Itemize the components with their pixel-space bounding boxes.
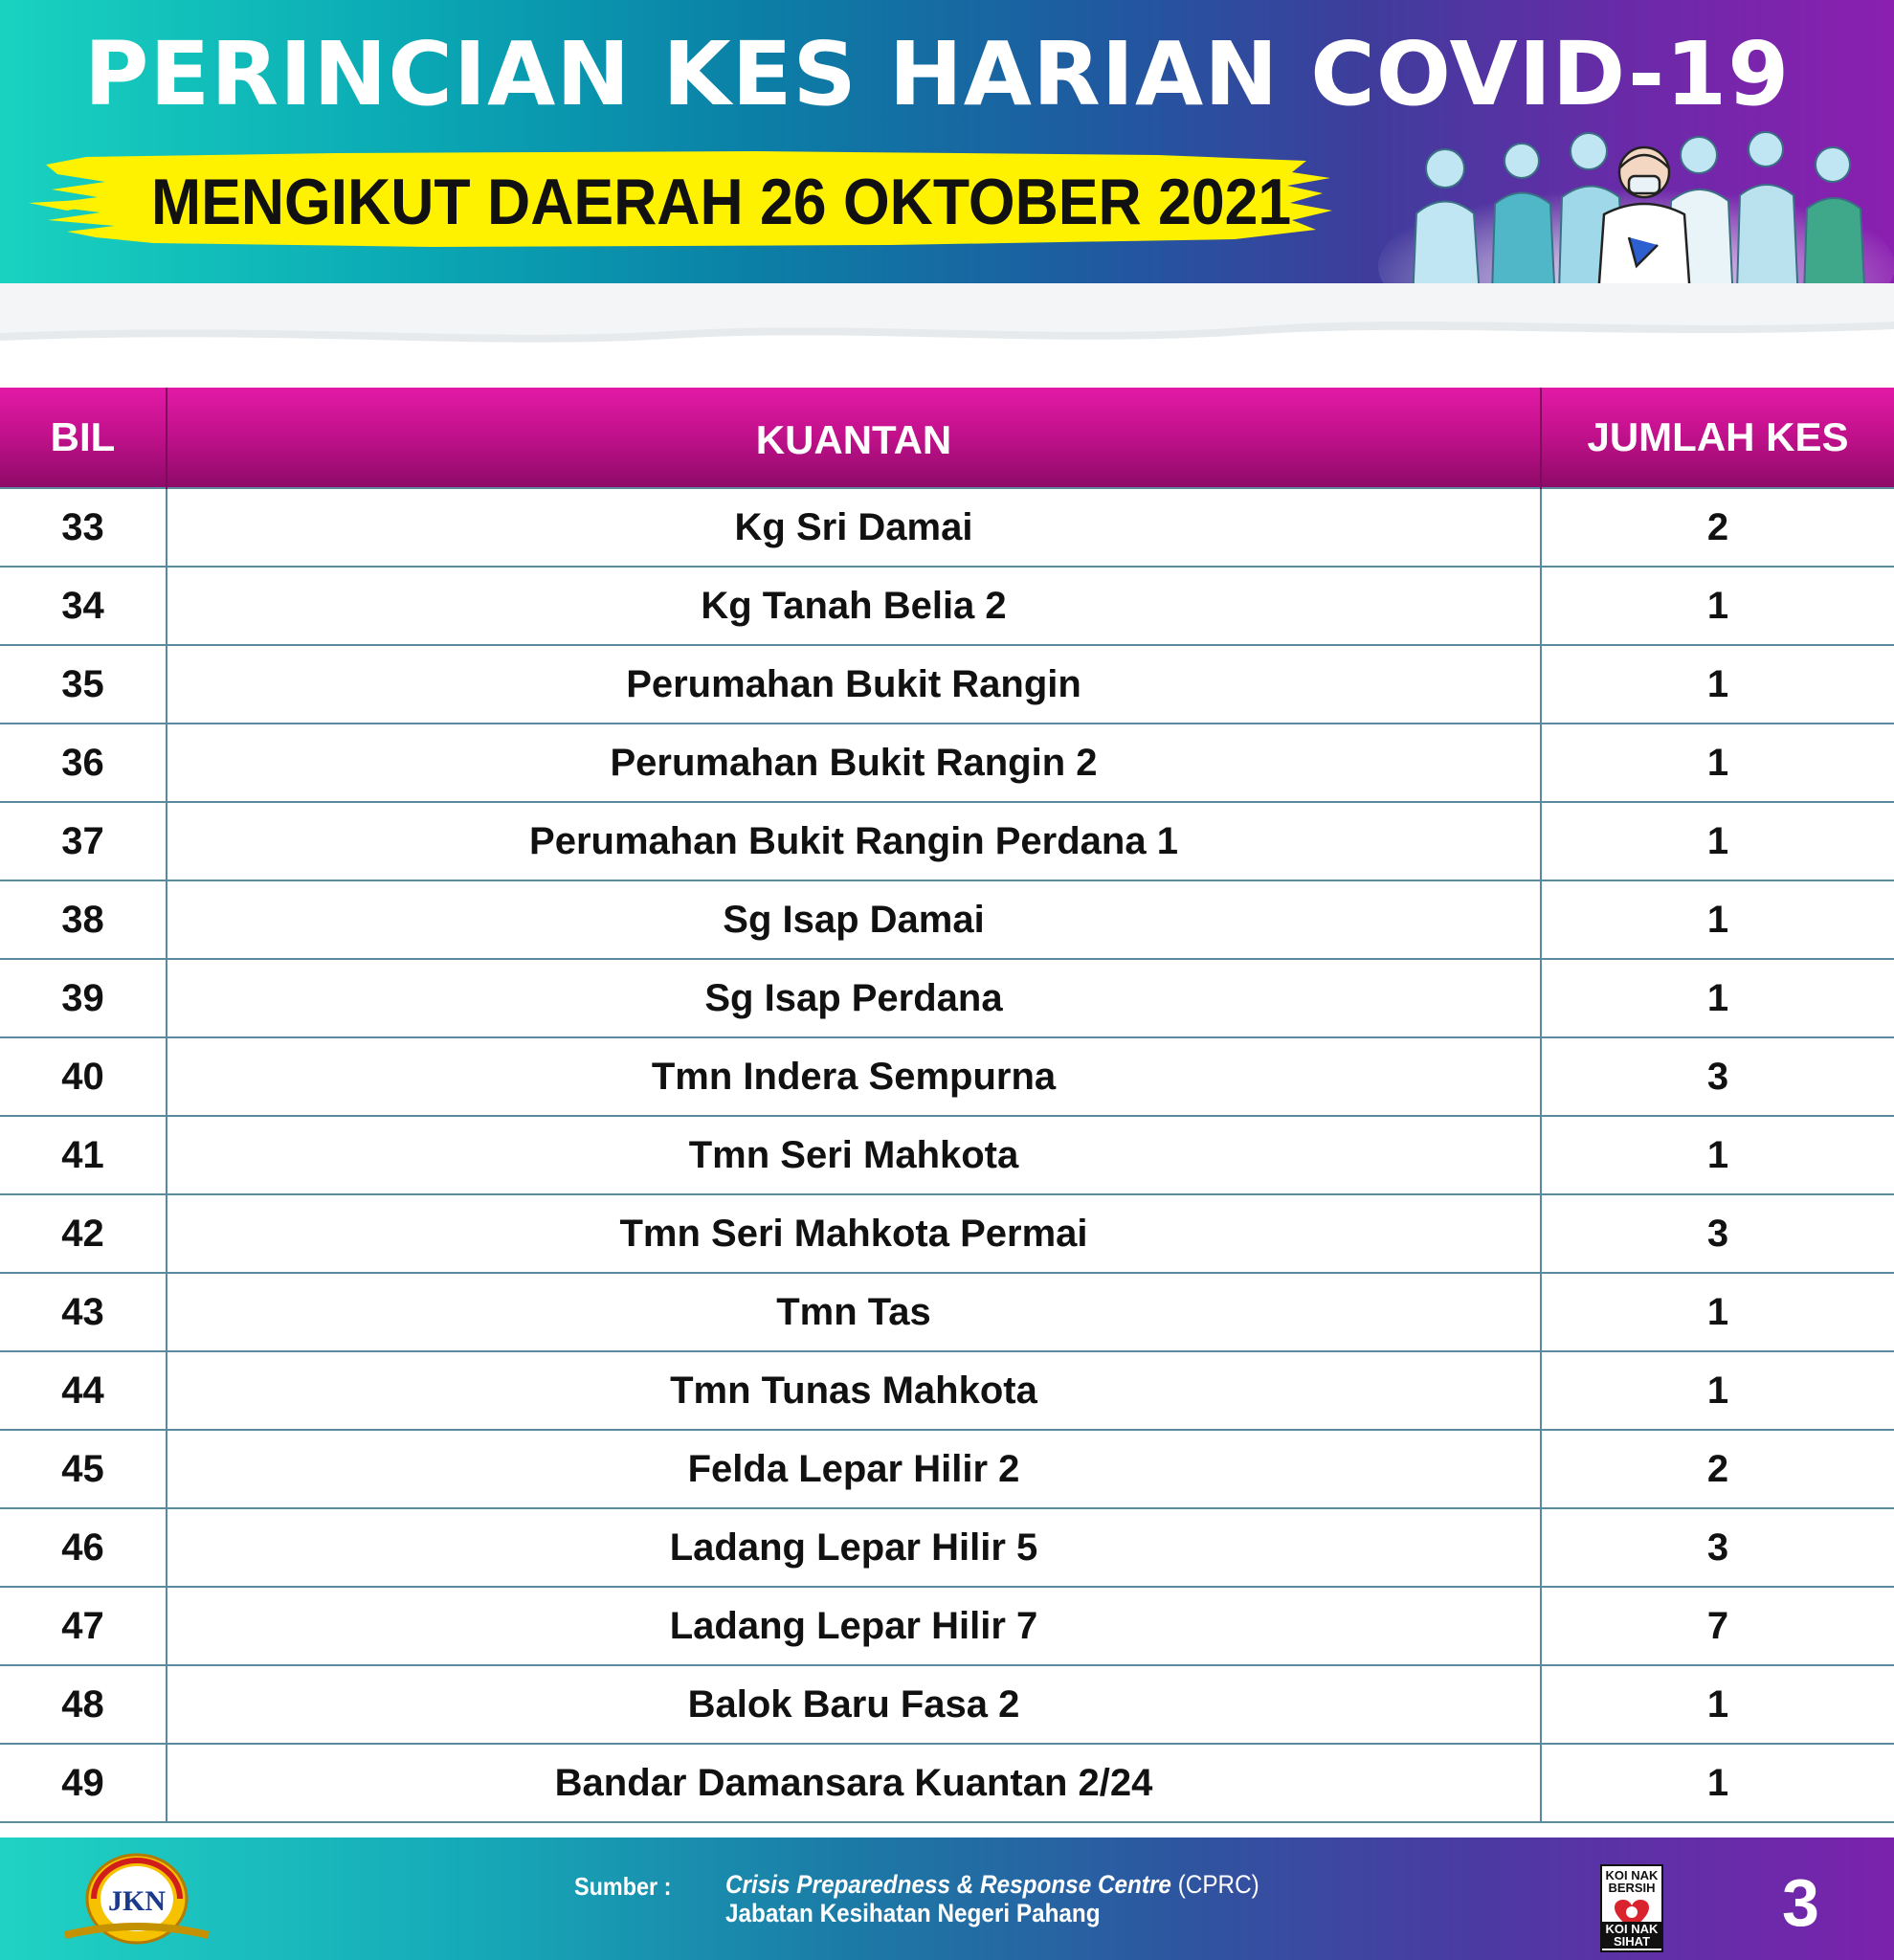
source-department: Jabatan Kesihatan Negeri Pahang xyxy=(725,1899,1101,1927)
case-count-cell: 3 xyxy=(1541,1037,1894,1116)
row-number-cell: 33 xyxy=(0,488,167,567)
source-org-abbr: (CPRC) xyxy=(1177,1870,1259,1899)
logo-text: JKN xyxy=(108,1885,166,1917)
location-name-cell: Kg Sri Damai xyxy=(167,488,1541,567)
header-banner xyxy=(0,0,1894,283)
row-number-cell: 47 xyxy=(0,1587,167,1665)
row-number-cell: 40 xyxy=(0,1037,167,1116)
page-title: PERINCIAN KES HARIAN COVID-19 xyxy=(84,23,1791,125)
row-number-cell: 42 xyxy=(0,1194,167,1273)
case-count-cell: 1 xyxy=(1541,1665,1894,1744)
row-number-cell: 37 xyxy=(0,802,167,880)
case-count-cell: 1 xyxy=(1541,880,1894,959)
location-name-cell: Ladang Lepar Hilir 5 xyxy=(167,1508,1541,1587)
source-organization xyxy=(725,1870,1259,1900)
row-number-cell: 49 xyxy=(0,1744,167,1822)
table-row xyxy=(0,1116,1894,1194)
table-row xyxy=(0,1194,1894,1273)
location-name-cell: Perumahan Bukit Rangin 2 xyxy=(167,724,1541,802)
case-count-cell: 2 xyxy=(1541,488,1894,567)
location-name-cell: Sg Isap Damai xyxy=(167,880,1541,959)
location-name-cell: Kg Tanah Belia 2 xyxy=(167,567,1541,645)
location-name-cell: Tmn Tunas Mahkota xyxy=(167,1351,1541,1430)
table-row xyxy=(0,1744,1894,1822)
case-count-cell: 3 xyxy=(1541,1194,1894,1273)
table-row xyxy=(0,1430,1894,1508)
cases-table xyxy=(0,388,1894,1823)
row-number-cell: 46 xyxy=(0,1508,167,1587)
badge-bottom-text: KOI NAK SIHAT xyxy=(1602,1922,1661,1949)
table-row xyxy=(0,724,1894,802)
table-row xyxy=(0,1587,1894,1665)
case-count-cell: 1 xyxy=(1541,802,1894,880)
location-name-cell: Bandar Damansara Kuantan 2/24 xyxy=(167,1744,1541,1822)
case-count-cell: 1 xyxy=(1541,959,1894,1037)
location-name-cell: Ladang Lepar Hilir 7 xyxy=(167,1587,1541,1665)
row-number-cell: 38 xyxy=(0,880,167,959)
row-number-cell: 44 xyxy=(0,1351,167,1430)
table-row xyxy=(0,1665,1894,1744)
table-row xyxy=(0,488,1894,567)
column-header-count: JUMLAH KES xyxy=(1541,388,1894,488)
row-number-cell: 45 xyxy=(0,1430,167,1508)
koi-nak-sihat-badge xyxy=(1600,1864,1663,1952)
table-row xyxy=(0,959,1894,1037)
badge-top-text: KOI NAK BERSIH xyxy=(1605,1868,1659,1895)
jkn-crest-icon xyxy=(56,1851,218,1947)
footer-bar xyxy=(0,1838,1894,1960)
case-count-cell: 3 xyxy=(1541,1508,1894,1587)
table-row xyxy=(0,645,1894,724)
table-row xyxy=(0,1037,1894,1116)
torn-paper-edge xyxy=(0,283,1894,379)
case-count-cell: 1 xyxy=(1541,567,1894,645)
column-header-district: KUANTAN xyxy=(167,388,1541,488)
table-body xyxy=(0,488,1894,1822)
page-subtitle: MENGIKUT DAERAH 26 OKTOBER 2021 xyxy=(151,166,1292,238)
row-number-cell: 43 xyxy=(0,1273,167,1351)
source-org-name: Crisis Preparedness & Response Centre xyxy=(725,1870,1171,1899)
location-name-cell: Balok Baru Fasa 2 xyxy=(167,1665,1541,1744)
row-number-cell: 48 xyxy=(0,1665,167,1744)
subtitle-banner xyxy=(29,144,1340,258)
case-count-cell: 1 xyxy=(1541,645,1894,724)
column-header-bil: BIL xyxy=(0,388,167,488)
row-number-cell: 35 xyxy=(0,645,167,724)
case-count-cell: 1 xyxy=(1541,724,1894,802)
case-count-cell: 2 xyxy=(1541,1430,1894,1508)
location-name-cell: Tmn Tas xyxy=(167,1273,1541,1351)
location-name-cell: Tmn Seri Mahkota xyxy=(167,1116,1541,1194)
case-count-cell: 1 xyxy=(1541,1116,1894,1194)
table-row xyxy=(0,1351,1894,1430)
case-count-cell: 1 xyxy=(1541,1744,1894,1822)
location-name-cell: Felda Lepar Hilir 2 xyxy=(167,1430,1541,1508)
row-number-cell: 41 xyxy=(0,1116,167,1194)
row-number-cell: 36 xyxy=(0,724,167,802)
page-number: 3 xyxy=(1782,1865,1819,1940)
table-row xyxy=(0,1273,1894,1351)
case-count-cell: 1 xyxy=(1541,1273,1894,1351)
table-row xyxy=(0,880,1894,959)
case-count-cell: 1 xyxy=(1541,1351,1894,1430)
case-count-cell: 7 xyxy=(1541,1587,1894,1665)
table-row xyxy=(0,1508,1894,1587)
location-name-cell: Sg Isap Perdana xyxy=(167,959,1541,1037)
row-number-cell: 34 xyxy=(0,567,167,645)
location-name-cell: Perumahan Bukit Rangin xyxy=(167,645,1541,724)
table-header-row xyxy=(0,388,1894,488)
table-row xyxy=(0,567,1894,645)
location-name-cell: Tmn Seri Mahkota Permai xyxy=(167,1194,1541,1273)
location-name-cell: Perumahan Bukit Rangin Perdana 1 xyxy=(167,802,1541,880)
location-name-cell: Tmn Indera Sempurna xyxy=(167,1037,1541,1116)
health-workers-illustration xyxy=(1378,122,1894,283)
table-row xyxy=(0,802,1894,880)
source-label: Sumber : xyxy=(574,1872,672,1901)
row-number-cell: 39 xyxy=(0,959,167,1037)
